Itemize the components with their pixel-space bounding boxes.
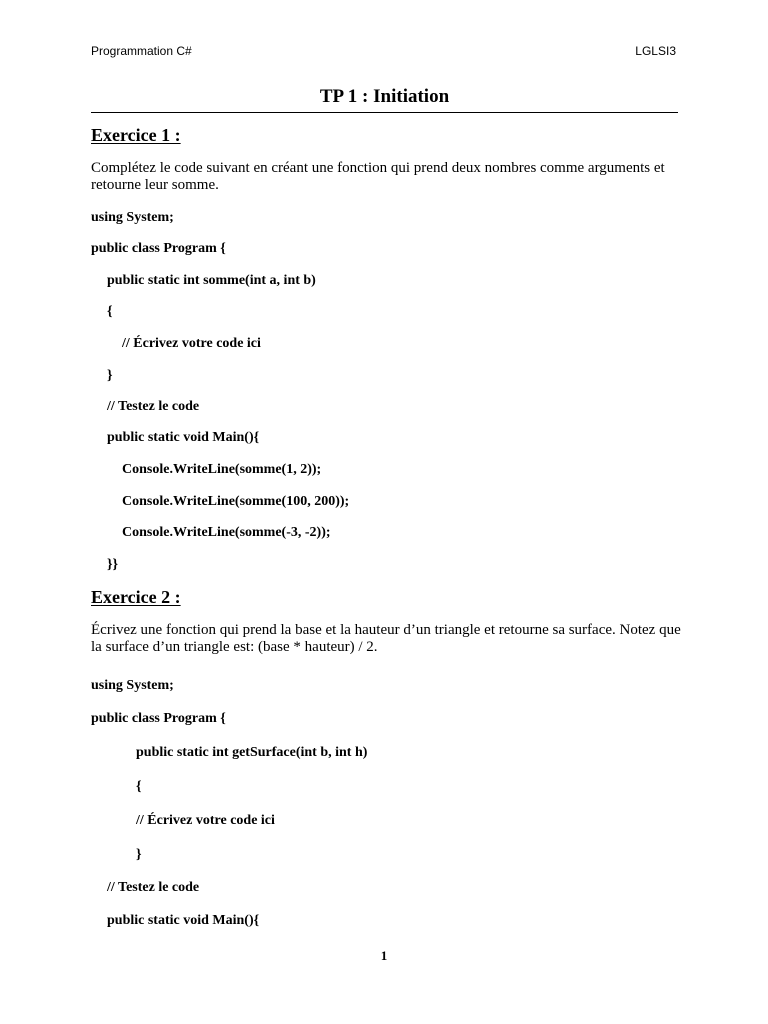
- document-title: TP 1 : Initiation: [319, 86, 450, 107]
- code-line: public static int somme(int a, int b): [107, 273, 316, 288]
- code-line: public static int getSurface(int b, int h): [136, 745, 368, 760]
- code-line: }: [136, 847, 142, 862]
- code-line: public static void Main(){: [107, 430, 260, 445]
- code-comment: // Testez le code: [107, 880, 200, 895]
- code-line: {: [107, 304, 113, 319]
- code-line: public class Program {: [91, 241, 226, 256]
- code-comment: // Écrivez votre code ici: [122, 336, 261, 351]
- exercise-1-description: Complétez le code suivant en créant une fonction qui prend deux nombres comme arguments et retourne leur somme.: [91, 160, 665, 193]
- code-comment: // Écrivez votre code ici: [136, 813, 275, 828]
- code-line: public static void Main(){: [107, 913, 260, 928]
- code-line: Console.WriteLine(somme(1, 2));: [122, 462, 322, 477]
- code-line: }}: [107, 557, 119, 572]
- header-course-name: Programmation C#: [91, 44, 192, 58]
- code-line: Console.WriteLine(somme(100, 200));: [122, 494, 350, 509]
- code-line: using System;: [91, 210, 174, 225]
- code-line: public class Program {: [91, 711, 226, 726]
- code-line: }: [107, 368, 113, 383]
- exercise-2-description: Écrivez une fonction qui prend la base et la hauteur d’un triangle et retourne sa surface. Notez que la surface d’un triangle est: (base * hauteur) / 2.: [91, 622, 681, 655]
- code-line: Console.WriteLine(somme(-3, -2));: [122, 525, 331, 540]
- header-class-code: LGLSI3: [635, 44, 676, 58]
- code-line: using System;: [91, 678, 174, 693]
- code-line: {: [136, 779, 142, 794]
- exercise-1-heading: Exercice 1 :: [91, 125, 181, 145]
- exercise-2-heading: Exercice 2 :: [91, 587, 181, 607]
- code-comment: // Testez le code: [107, 399, 200, 414]
- page-number: 1: [380, 948, 388, 963]
- title-divider: [91, 112, 678, 113]
